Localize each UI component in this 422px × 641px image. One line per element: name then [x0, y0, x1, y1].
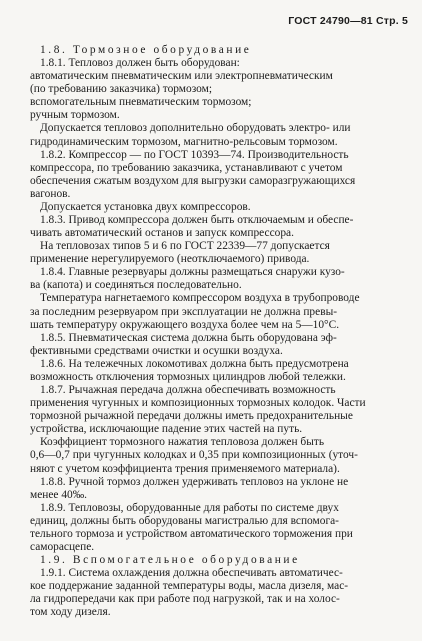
text-line: ручным тормозом.	[30, 109, 120, 122]
text-line: гидродинамическим тормозом, магнитно-рельсовым тормозом.	[30, 135, 338, 148]
text-line: применения чугунных и композиционных тормозных колодок. Части	[30, 397, 366, 410]
page-header	[288, 15, 408, 27]
text-line: устройства, исключающие падение этих частей на путь.	[30, 423, 303, 436]
text-line: 1.8.9. Тепловозы, оборудованные для работы по системе двух	[40, 501, 339, 514]
text-line: ла гидропередачи как при работе под нагрузкой, так и на холос-	[30, 593, 340, 606]
text-line: Допускается тепловоз дополнительно оборудовать электро- или	[40, 122, 351, 135]
text-line: (по требованию заказчика) тормозом;	[30, 83, 212, 96]
document-body	[30, 44, 394, 619]
text-line: вагонов.	[30, 187, 71, 200]
text-line: тельного тормоза и устройством автоматического торможения при	[30, 527, 353, 540]
text-line: обеспечения сжатым воздухом для выгрузки саморазгружающихся	[30, 174, 356, 187]
text-line: Коэффициент тормозного нажатия тепловоза должен быть	[40, 436, 325, 449]
text-line: 1.8.5. Пневматическая система должна быть оборудована эф-	[40, 331, 337, 344]
text-line: 0,6—0,7 при чугунных колодках и 0,35 при композиционных (уточ-	[30, 449, 358, 462]
text-line: 1.8.4. Главные резервуары должны размещаться снаружи кузо-	[40, 266, 345, 279]
text-line: 1.8.6. На тележечных локомотивах должна быть предусмотрена	[40, 357, 349, 370]
text-line: тормозной рычажной передачи должны иметь предохранительные	[30, 410, 353, 423]
text-line: 1.8.8. Ручной тормоз должен удерживать тепловоз на уклоне не	[40, 475, 349, 488]
text-line: саморасцепе.	[30, 540, 95, 553]
text-line: вспомогательным пневматическим тормозом;	[30, 96, 252, 109]
text-line: 1.8.1. Тепловоз должен быть оборудован:	[40, 57, 240, 70]
text-line: чивать автоматический останов и запуск компрессора.	[30, 227, 294, 240]
text-line: 1.8. Тормозное оборудование	[40, 44, 252, 56]
text-line: возможность отключения тормозных цилиндров любой тележки.	[30, 370, 346, 383]
text-line: ва (капота) и соединяться последовательно.	[30, 279, 242, 292]
text-line: менее 40‰.	[30, 488, 87, 501]
text-line: Температура нагнетаемого компрессором воздуха в трубопроводе	[40, 292, 360, 305]
text-line: 1.9.1. Система охлаждения должна обеспечивать автоматичес-	[40, 567, 343, 580]
text-line: фективными средствами очистки и осушки воздуха.	[30, 344, 283, 357]
text-line: 1.8.7. Рычажная передача должна обеспечивать возможность	[40, 384, 336, 397]
text-line: применение нерегулируемого (неотключаемого) привода.	[30, 253, 310, 266]
text-line: На тепловозах типов 5 и 6 по ГОСТ 22339—77 допускается	[40, 240, 330, 253]
page-number: Стр. 5	[375, 15, 408, 27]
text-line: Допускается установка двух компрессоров.	[40, 200, 251, 213]
text-line: 1.8.2. Компрессор — по ГОСТ 10393—74. Производительность	[40, 148, 349, 161]
standard-number: ГОСТ 24790—81	[288, 15, 373, 27]
text-line: шать температуру окружающего воздуха более чем на 5—10°С.	[30, 318, 340, 331]
text-line: 1.8.3. Привод компрессора должен быть отключаемым и обеспе-	[40, 214, 354, 227]
text-line: няют с учетом коэффициента трения применяемого материала).	[30, 462, 340, 475]
text-line: за последним резервуаром при эксплуатации не должна превы-	[30, 305, 338, 318]
text-line: кое поддержание заданной температуры воды, масла дизеля, мас-	[30, 580, 349, 593]
text-line: единиц, должны быть оборудованы магистралью для вспомога-	[30, 514, 339, 527]
text-line: автоматическим пневматическим или электропневматическим	[30, 70, 333, 83]
text-line: 1.9. Вспомогательное оборудование	[40, 554, 300, 567]
text-line: компрессора, по требованию заказчика, устанавливают с учетом	[30, 161, 343, 174]
text-line: том ходу дизеля.	[30, 606, 111, 619]
